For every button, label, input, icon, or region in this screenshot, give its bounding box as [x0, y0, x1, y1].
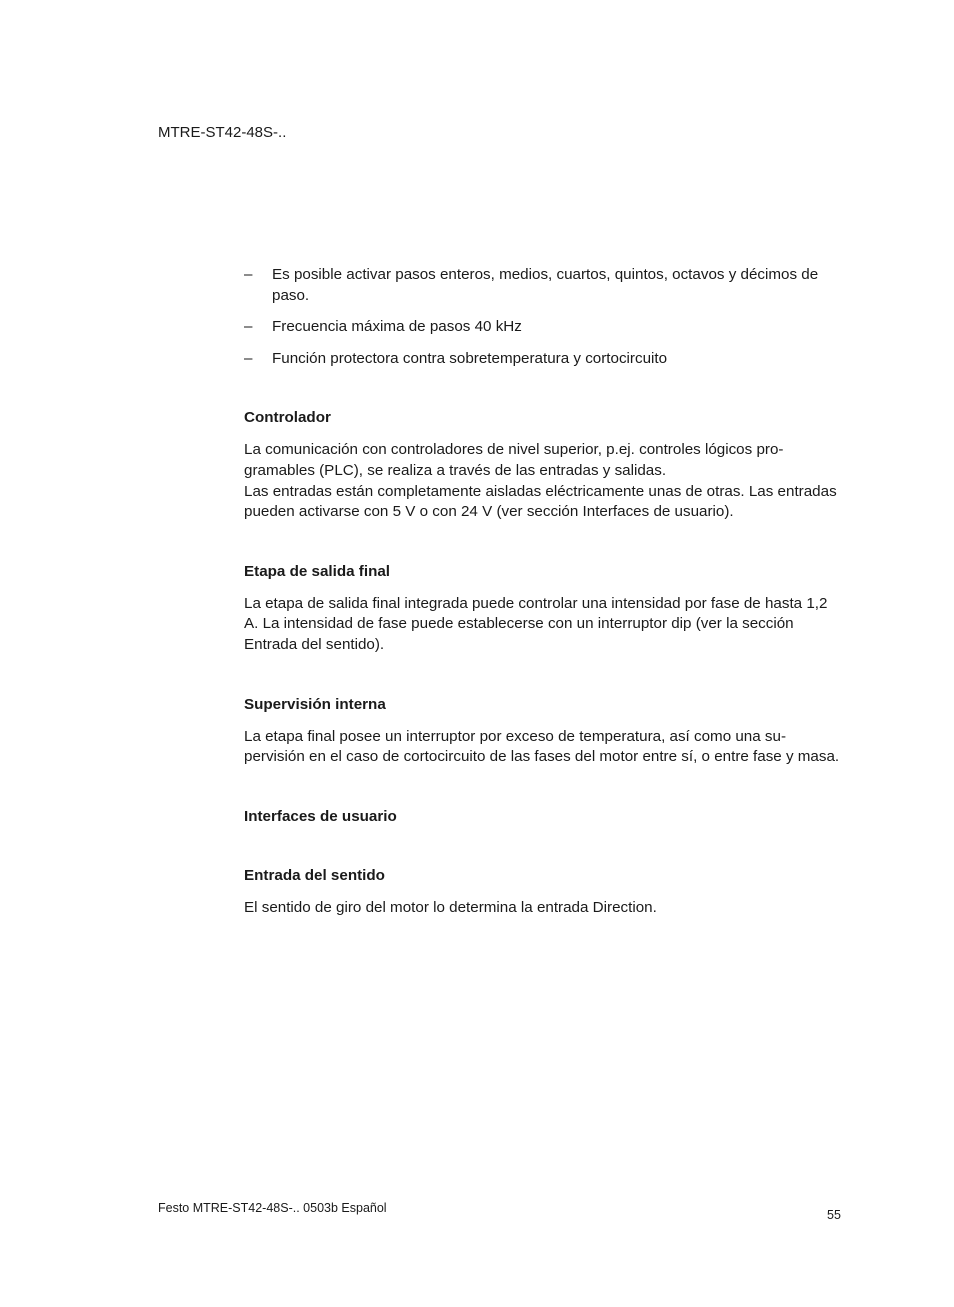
list-item-text: Es posible activar pasos enteros, medios, cuartos, quintos, octavos y décimos de paso.: [272, 266, 819, 304]
section-heading: Entrada del sentido: [244, 866, 385, 884]
section-paragraph: La etapa de salida final integrada puede controlar una intensidad por fase de hasta 1,2 A. La intensidad de fase puede establecerse con un interruptor dip (ver la sección Entrada del sentido).: [244, 594, 828, 653]
list-item-text: Frecuencia máxima de pasos 40 kHz: [272, 318, 522, 336]
running-header: MTRE-ST42-48S-..: [158, 124, 287, 141]
section-paragraph: El sentido de giro del motor lo determina la entrada Direction.: [244, 898, 657, 916]
section-etapa-salida: [244, 562, 844, 656]
page-content: [244, 265, 844, 918]
list-item: [244, 317, 844, 338]
list-item: [244, 265, 844, 306]
section-controlador: [244, 408, 844, 522]
list-item: [244, 349, 844, 370]
section-paragraph: Las entradas están completamente aisladas eléctricamente unas de otras. Las entradas pueden activarse con 5 V o con 24 V (ver sección Interfaces de usuario).: [244, 482, 837, 521]
section-heading: Etapa de salida final: [244, 562, 391, 580]
section-paragraph: La etapa final posee un interruptor por exceso de temperatura, así como una su- pervisión en el caso de cortocircuito de las fases del motor entre sí, o entre fase y masa.: [244, 727, 840, 766]
section-supervision: [244, 695, 844, 768]
section-entrada-sentido: [244, 866, 844, 919]
section-heading: Controlador: [244, 409, 331, 427]
feature-list: [244, 265, 844, 369]
section-interfaces: [244, 807, 844, 827]
bullet-dash: –: [244, 266, 253, 283]
section-paragraph: La comunicación con controladores de nivel superior, p.ej. controles lógicos pro- gramables (PLC), se realiza a través de las entradas y salidas.: [244, 441, 784, 479]
page-number: 55: [827, 1208, 841, 1222]
section-heading: Interfaces de usuario: [244, 807, 397, 825]
bullet-dash: –: [244, 318, 253, 336]
section-heading: Supervisión interna: [244, 695, 386, 713]
page-footer: Festo MTRE-ST42-48S-.. 0503b Español: [158, 1201, 387, 1215]
list-item-text: Función protectora contra sobretemperatura y cortocircuito: [272, 349, 668, 367]
bullet-dash: –: [244, 349, 253, 367]
